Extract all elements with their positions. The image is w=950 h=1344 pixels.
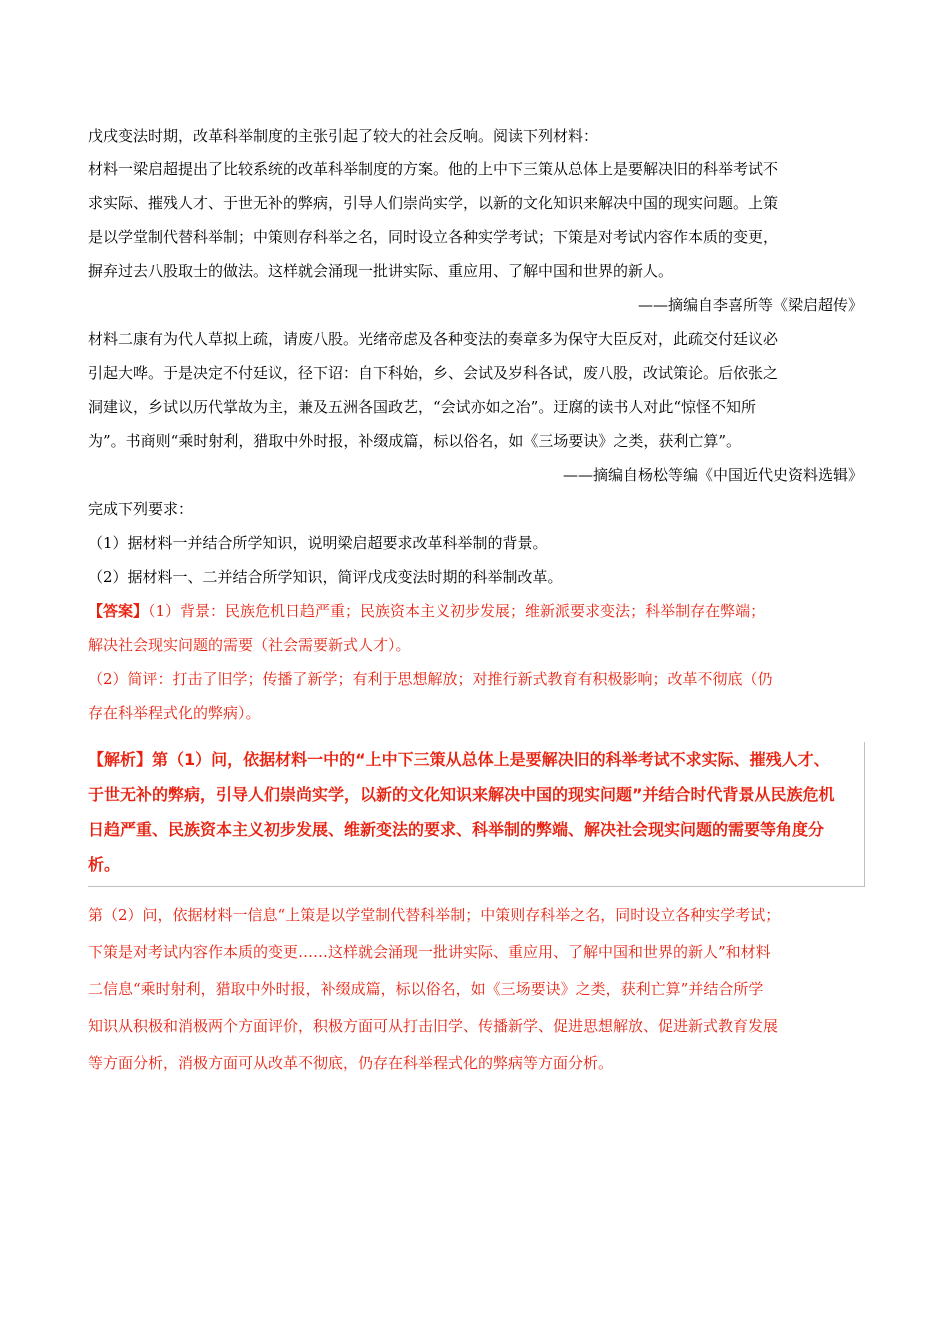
- analysis-tag: 【解析】: [88, 750, 153, 769]
- material-one-source: ——摘编自李喜所等《梁启超传》: [637, 296, 863, 314]
- answer-line: （2）简评：打击了旧学；传播了新学；有利于思想解放；对推行新式教育有积极影响；改革不彻底（仍: [88, 670, 773, 688]
- task-heading: 完成下列要求：: [88, 500, 194, 518]
- analysis-two-line: 知识从积极和消极两个方面评价，积极方面可从打击旧学、传播新学、促进思想解放、促进新式教育发展: [88, 1017, 779, 1035]
- material-two-line: 材料二康有为代人草拟上疏，请废八股。光绪帝虑及各种变法的奏章多为保守大臣反对，此疏交付廷议必: [88, 330, 779, 348]
- material-two-line: 为”。书商则“乘时射利，猎取中外时报，补缀成篇，标以俗名，如《三场要诀》之类，获利亡算”。: [88, 432, 742, 450]
- material-two-line: 洞建议，乡试以历代掌故为主，兼及五洲各国政艺，“会试亦如之冶”。迂腐的读书人对此“惊怪不知所: [88, 398, 757, 416]
- task-list: [88, 492, 863, 594]
- answer-text: （1）背景：民族危机日趋严重；民族资本主义初步发展；维新派要求变法；科举制存在弊端；: [148, 602, 766, 620]
- task-item: （2）据材料一、二并结合所学知识，简评戊戌变法时期的科举制改革。: [88, 568, 563, 586]
- answer-line: 存在科举程式化的弊病）。: [88, 704, 261, 722]
- analysis-two-line: 下策是对考试内容作本质的变更……这样就会涌现一批讲实际、重应用、了解中国和世界的新人”和材料: [88, 943, 771, 961]
- analysis-line: 于世无补的弊病，引导人们崇尚实学，以新的文化知识来解决中国的现实问题”并结合时代背景从民族危机: [88, 785, 835, 804]
- answer-line: [88, 594, 863, 628]
- material-two-line: 引起大哗。于是决定不付廷议，径下诏：自下科始，乡、会试及岁科各试，废八股，改试策论。后依张之: [88, 364, 779, 382]
- material-one-line: 摒弃过去八股取士的做法。这样就会涌现一批讲实际、重应用、了解中国和世界的新人。: [88, 262, 674, 280]
- analysis-part-two: [88, 897, 863, 1082]
- task-item: （1）据材料一并结合所学知识，说明梁启超要求改革科举制的背景。: [88, 534, 548, 552]
- material-two: [88, 322, 863, 492]
- analysis-two-line: 二信息“乘时射利，猎取中外时报，补缀成篇，标以俗名，如《三场要诀》之类，获利亡算”并结合所学: [88, 980, 764, 998]
- analysis-box: [88, 742, 865, 887]
- analysis-two-line: 第（2）问，依据材料一信息“上策是以学堂制代替科举制；中策则存科举之名，同时设立各种实学考试；: [88, 906, 781, 924]
- analysis-text: 第（1）问，依据材料一中的“上中下三策从总体上是要解决旧的科举考试不求实际、摧残人才、: [152, 750, 830, 769]
- analysis-line: [88, 742, 864, 777]
- analysis-two-line: 等方面分析，消极方面可从改革不彻底，仍存在科举程式化的弊病等方面分析。: [88, 1054, 614, 1072]
- answer-tag: 【答案】: [88, 602, 149, 620]
- answer-line: 解决社会现实问题的需要（社会需要新式人才）。: [88, 636, 411, 654]
- answer-section: [88, 594, 863, 730]
- material-one-line: 是以学堂制代替科举制；中策则存科举之名，同时设立各种实学考试；下策是对考试内容作本质的变更，: [88, 228, 779, 246]
- intro-text: 戊戌变法时期，改革科举制度的主张引起了较大的社会反响。阅读下列材料：: [88, 127, 599, 145]
- analysis-line: 日趋严重、民族资本主义初步发展、维新变法的要求、科举制的弊端、解决社会现实问题的需要等角度分: [88, 820, 825, 839]
- material-one: [88, 152, 863, 322]
- analysis-line: 析。: [88, 855, 121, 874]
- material-one-line: 材料一梁启超提出了比较系统的改革科举制度的方案。他的上中下三策从总体上是要解决旧的科举考试不: [88, 160, 779, 178]
- material-two-source: ——摘编自杨松等编《中国近代史资料选辑》: [562, 466, 863, 484]
- material-one-line: 求实际、摧残人才、于世无补的弊病，引导人们崇尚实学，以新的文化知识来解决中国的现实问题。上策: [88, 194, 779, 212]
- document-body: [88, 124, 863, 1082]
